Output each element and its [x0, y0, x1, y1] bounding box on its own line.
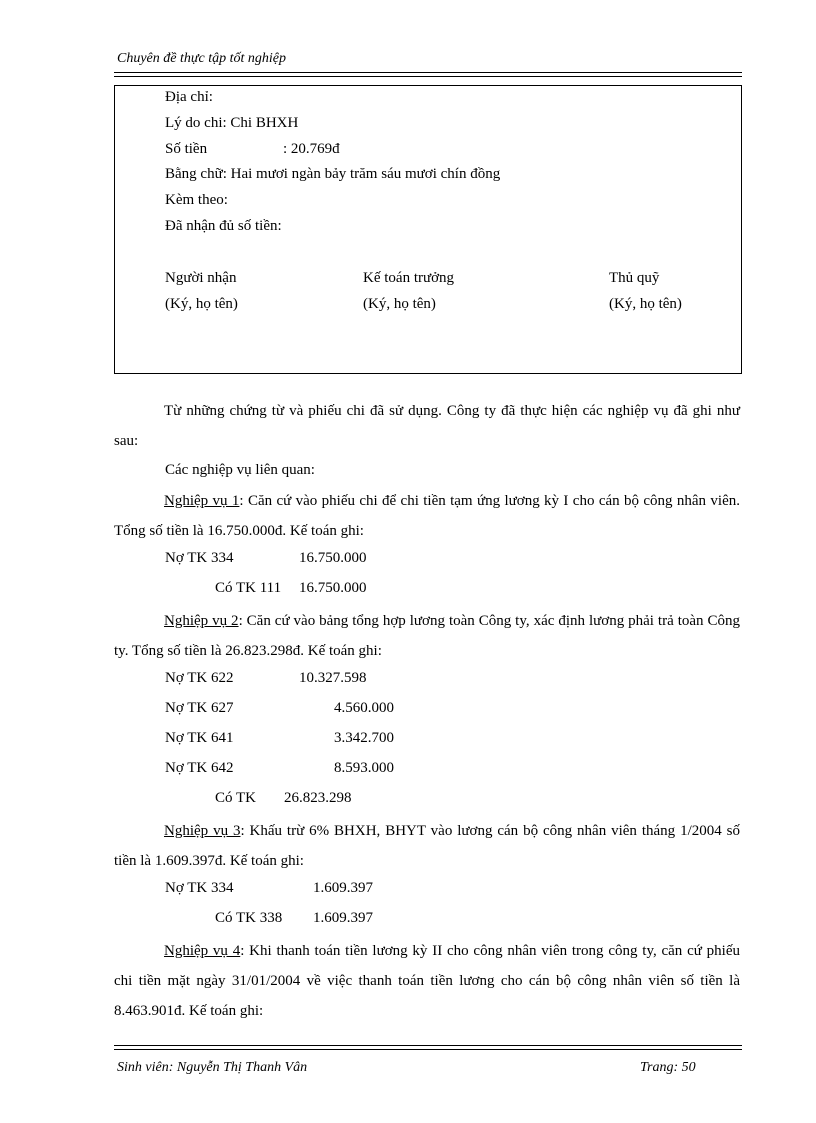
voucher-amount-in-words: Bằng chữ: Hai mươi ngàn bảy trăm sáu mươi chín đồng [165, 166, 501, 182]
operation-4-paragraph [114, 936, 740, 1026]
footer-student-name: Sinh viên: Nguyễn Thị Thanh Vân [117, 1060, 308, 1075]
entry-amount: 16.750.000 [299, 550, 367, 566]
operation-4-title: Nghiệp vụ 4 [164, 943, 241, 959]
operation-3-title: Nghiệp vụ 3 [164, 823, 241, 839]
voucher-address: Địa chỉ: [165, 89, 213, 105]
entry-amount: 16.750.000 [299, 580, 367, 596]
entry-account: Có TK [215, 790, 256, 806]
footer-page-number: Trang: 50 [640, 1060, 696, 1075]
operation-1-text: : Căn cứ vào phiếu chi để chi tiền tạm ứng lương kỳ I cho cán bộ công nhân viên. Tổng số tiền là 16.750.000đ. Kế toán ghi: [114, 493, 740, 539]
operation-3-text: : Khấu trừ 6% BHXH, BHYT vào lương cán bộ công nhân viên tháng 1/2004 số tiền là 1.609.397đ. Kế toán ghi: [114, 823, 740, 869]
related-operations-label: Các nghiệp vụ liên quan: [165, 462, 315, 478]
entry-account: Nợ TK 334 [165, 550, 234, 566]
signature-role-chief-accountant: Kế toán trưởng [363, 270, 455, 286]
signature-role-cashier: Thủ quỹ [609, 270, 660, 286]
operation-3-paragraph [114, 816, 740, 876]
entry-account: Nợ TK 642 [165, 760, 234, 776]
intro-paragraph [114, 396, 740, 456]
entry-account: Nợ TK 627 [165, 700, 234, 716]
signature-note-cashier: (Ký, họ tên) [609, 296, 682, 312]
operation-2-paragraph [114, 606, 740, 666]
operation-2-text: : Căn cứ vào bảng tổng hợp lương toàn Công ty, xác định lương phải trả toàn Công ty. Tổng số tiền là 26.823.298đ. Kế toán ghi: [114, 613, 740, 659]
voucher-attached: Kèm theo: [165, 192, 228, 208]
entry-account: Có TK 338 [215, 910, 283, 926]
entry-amount: 26.823.298 [284, 790, 352, 806]
signature-role-receiver: Người nhận [165, 270, 237, 286]
entry-amount: 3.342.700 [334, 730, 394, 746]
entry-amount: 4.560.000 [334, 700, 394, 716]
entry-account: Có TK 111 [215, 580, 282, 596]
entry-amount: 1.609.397 [313, 910, 373, 926]
entry-amount: 10.327.598 [299, 670, 367, 686]
voucher-received: Đã nhận đủ số tiền: [165, 218, 282, 234]
entry-account: Nợ TK 334 [165, 880, 234, 896]
signature-note-chief-accountant: (Ký, họ tên) [363, 296, 436, 312]
footer-rule-bottom [114, 1049, 742, 1050]
header-rule-bottom [114, 76, 742, 77]
page-header-title: Chuyên đề thực tập tốt nghiệp [117, 51, 286, 66]
voucher-amount-label: Số tiền [165, 141, 208, 157]
entry-amount: 1.609.397 [313, 880, 373, 896]
operation-1-paragraph [114, 486, 740, 546]
voucher-amount-value: : 20.769đ [283, 141, 340, 157]
entry-amount: 8.593.000 [334, 760, 394, 776]
operation-1-title: Nghiệp vụ 1 [164, 493, 240, 509]
intro-text: Từ những chứng từ và phiếu chi đã sử dụng. Công ty đã thực hiện các nghiệp vụ đã ghi như sau: [114, 403, 740, 449]
entry-account: Nợ TK 622 [165, 670, 234, 686]
voucher-reason: Lý do chi: Chi BHXH [165, 115, 299, 131]
footer-rule-top [114, 1045, 742, 1046]
header-rule-top [114, 72, 742, 73]
operation-4-text: : Khi thanh toán tiền lương kỳ II cho công nhân viên trong công ty, căn cứ phiếu chi tiền mặt ngày 31/01/2004 về việc thanh toán tiền lương cho cán bộ công nhân viên số tiền là 8.463.901đ. Kế toán ghi: [114, 943, 740, 1019]
signature-note-receiver: (Ký, họ tên) [165, 296, 238, 312]
operation-2-title: Nghiệp vụ 2 [164, 613, 239, 629]
entry-account: Nợ TK 641 [165, 730, 234, 746]
